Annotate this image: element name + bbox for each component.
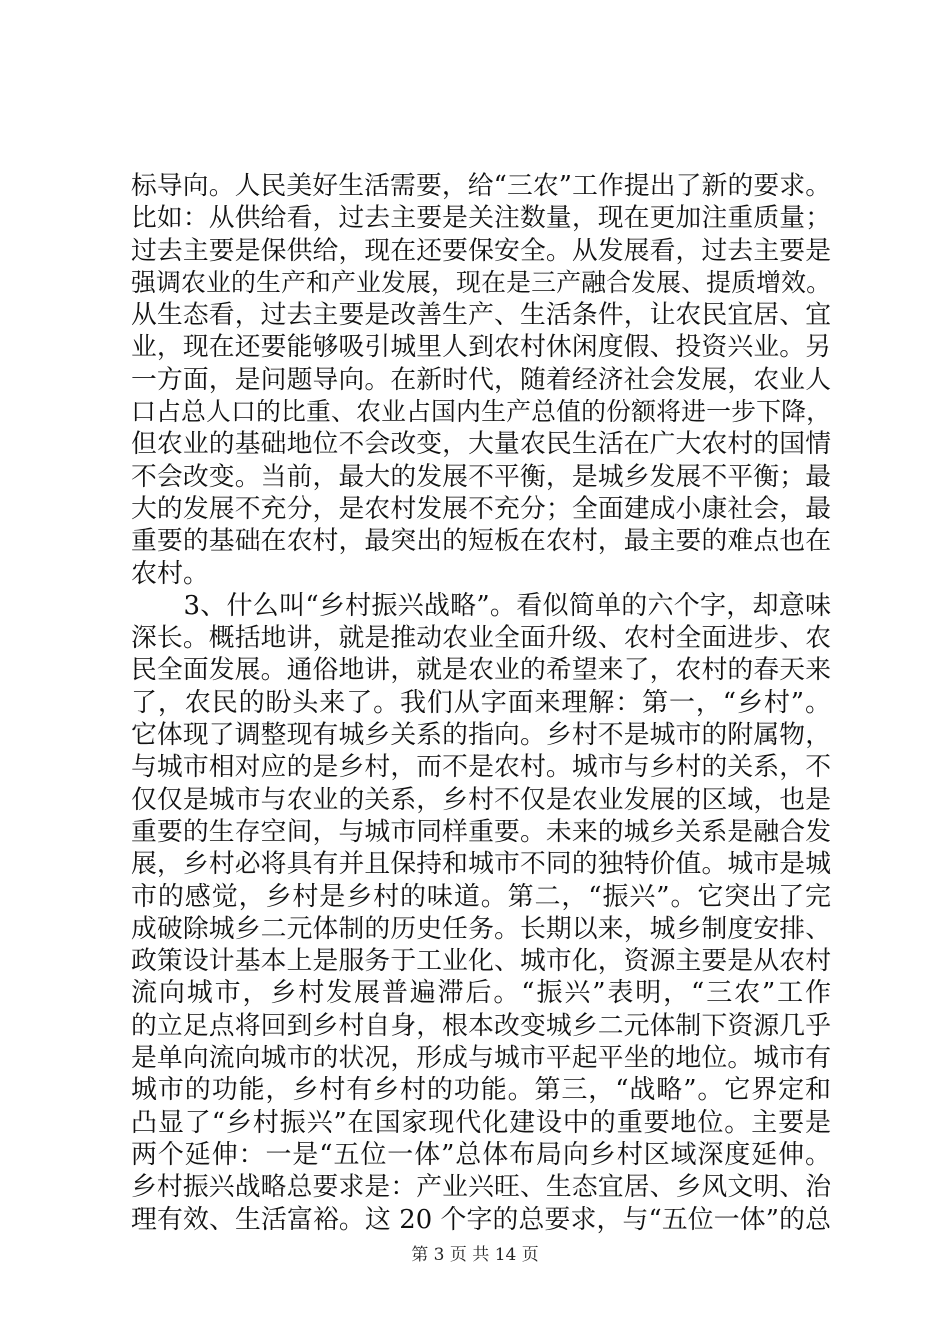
text-line: 的立足点将回到乡村自身，根本改变城乡二元体制下资源几乎 — [131, 1010, 831, 1041]
text-line: 口占总人口的比重、农业占国内生产总值的份额将进一步下降， — [131, 397, 831, 427]
text-line: 3、什么叫“乡村振兴战略”。看似简单的六个字，却意味 — [131, 590, 831, 621]
text-line: 市的感觉，乡村是乡村的味道。第二，“振兴”。它突出了完 — [131, 881, 831, 912]
body-text — [131, 170, 831, 1236]
text-line: 展，乡村必将具有并且保持和城市不同的独特价值。城市是城 — [131, 849, 831, 880]
text-line: 业，现在还要能够吸引城里人到农村休闲度假、投资兴业。另 — [131, 332, 831, 363]
text-line: 成破除城乡二元体制的历史任务。长期以来，城乡制度安排、 — [131, 913, 831, 944]
text-line: 强调农业的生产和产业发展，现在是三产融合发展、提质增效。 — [131, 267, 831, 297]
text-line: 乡村振兴战略总要求是：产业兴旺、生态宜居、乡风文明、治 — [131, 1172, 831, 1203]
text-line: 比如：从供给看，过去主要是关注数量，现在更加注重质量； — [131, 203, 831, 234]
text-line: 凸显了“乡村振兴”在国家现代化建设中的重要地位。主要是 — [131, 1107, 831, 1138]
text-line: 一方面，是问题导向。在新时代，随着经济社会发展，农业人 — [131, 364, 831, 395]
text-line: 不会改变。当前，最大的发展不平衡，是城乡发展不平衡；最 — [131, 461, 831, 492]
text-line: 但农业的基础地位不会改变，大量农民生活在广大农村的国情 — [131, 429, 831, 460]
text-line: 从生态看，过去主要是改善生产、生活条件，让农民宜居、宜 — [131, 300, 831, 331]
page-number-footer: 第 3 页 共 14 页 — [411, 1245, 539, 1265]
text-line: 仅仅是城市与农业的关系，乡村不仅是农业发展的区域，也是 — [131, 784, 831, 815]
text-line: 过去主要是保供给，现在还要保安全。从发展看，过去主要是 — [131, 235, 831, 266]
text-line: 它体现了调整现有城乡关系的指向。乡村不是城市的附属物， — [131, 720, 831, 751]
text-line: 理有效、生活富裕。这 20 个字的总要求，与“五位一体”的总 — [131, 1204, 831, 1235]
text-line: 民全面发展。通俗地讲，就是农业的希望来了，农村的春天来 — [131, 655, 831, 686]
text-line: 城市的功能，乡村有乡村的功能。第三，“战略”。它界定和 — [131, 1075, 831, 1106]
text-line: 标导向。人民美好生活需要，给“三农”工作提出了新的要求。 — [131, 171, 831, 201]
text-line: 政策设计基本上是服务于工业化、城市化，资源主要是从农村 — [131, 946, 831, 977]
text-line: 了，农民的盼头来了。我们从字面来理解：第一，“乡村”。 — [131, 687, 831, 718]
text-line: 重要的生存空间，与城市同样重要。未来的城乡关系是融合发 — [131, 816, 831, 847]
text-line: 大的发展不充分，是农村发展不充分；全面建成小康社会，最 — [131, 493, 831, 524]
text-line: 是单向流向城市的状况，形成与城市平起平坐的地位。城市有 — [131, 1043, 831, 1074]
text-line: 流向城市，乡村发展普遍滞后。“振兴”表明，“三农”工作 — [131, 978, 831, 1009]
text-line: 重要的基础在农村，最突出的短板在农村，最主要的难点也在 — [131, 526, 831, 557]
text-line: 深长。概括地讲，就是推动农业全面升级、农村全面进步、农 — [131, 623, 831, 654]
text-line: 与城市相对应的是乡村，而不是农村。城市与乡村的关系，不 — [131, 752, 831, 783]
text-line: 两个延伸：一是“五位一体”总体布局向乡村区域深度延伸。 — [131, 1139, 831, 1170]
text-line: 农村。 — [131, 558, 210, 589]
